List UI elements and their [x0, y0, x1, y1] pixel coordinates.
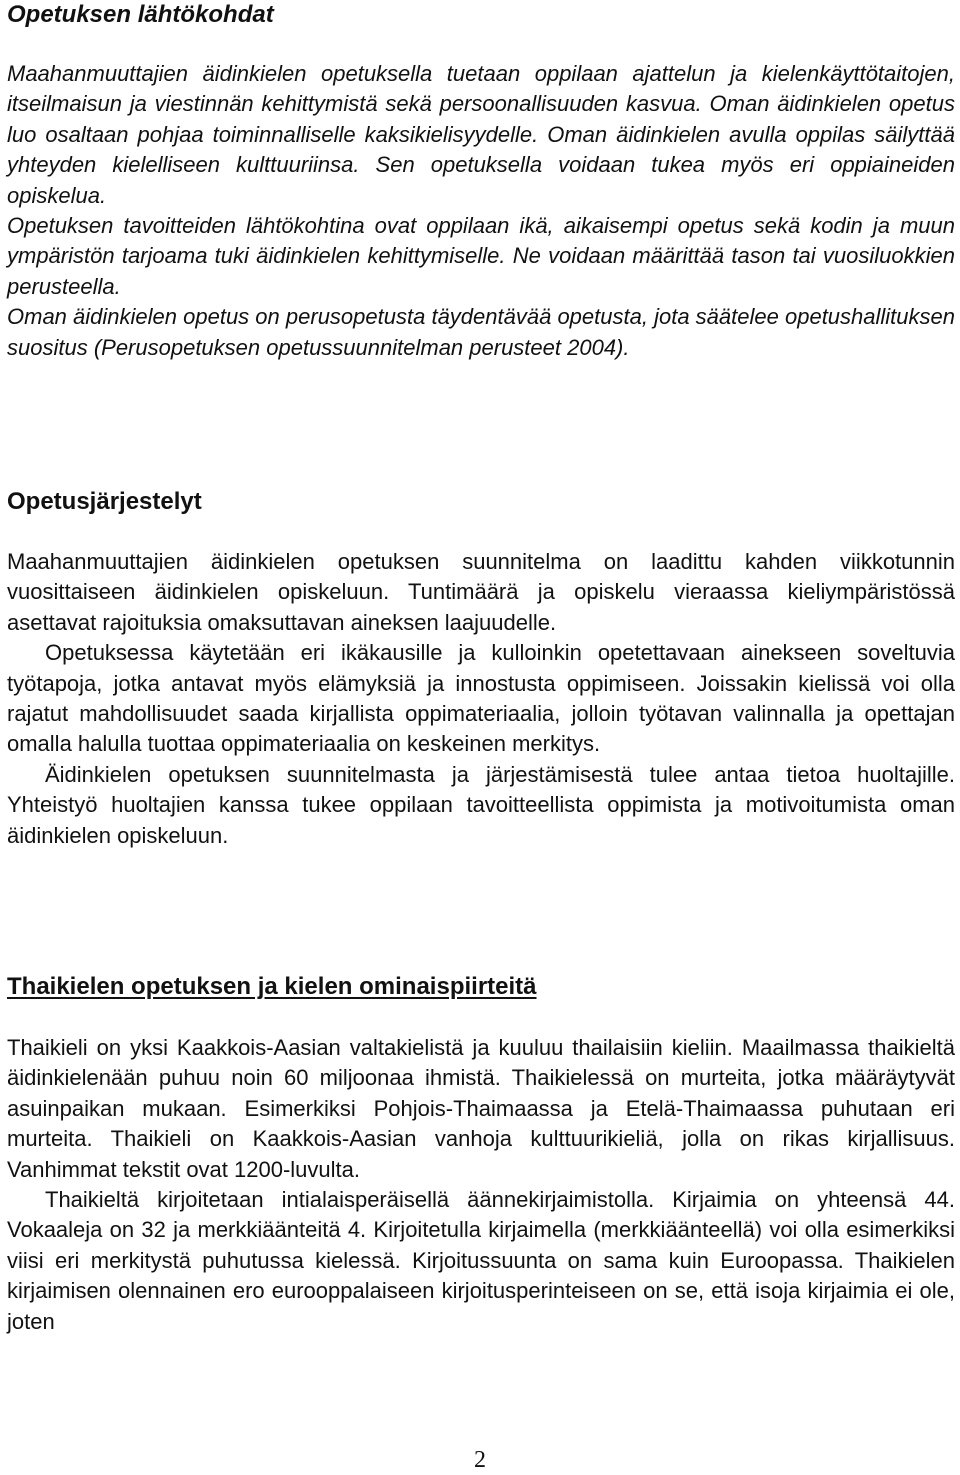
page-number: 2	[474, 1447, 486, 1473]
paragraph: Maahanmuuttajien äidinkielen opetuksen suunnitelma on laadittu kahden viikkotunnin vuosittaiseen äidinkielen opiskeluun. Tuntimäärä ja opiskelu vieraassa kieliympäristössä asettavat rajoituksia omaksuttavan aineksen laajuudelle.	[7, 549, 955, 635]
paragraph: Opetuksessa käytetään eri ikäkausille ja kulloinkin opetettavaan ainekseen soveltuvia työtapoja, jotka antavat myös elämyksiä ja innostusta oppimiseen. Joissakin kielissä voi olla rajatut mahdollisuudet saada kirjallista oppimateriaalia, jolloin työtavan valinnalla ja opettajan omalla halulla tuottaa oppimateriaalia on keskeinen merkitys.	[7, 640, 955, 757]
heading-opetuksen-lahtokohdat: Opetuksen lähtökohdat	[7, 1, 274, 28]
paragraph: Oman äidinkielen opetus on perusopetusta täydentävää opetusta, jota säätelee opetushallituksen suositus (Perusopetuksen opetussuunnitelman perusteet 2004).	[7, 304, 955, 360]
section-opetusjarjestelyt	[7, 547, 955, 851]
paragraph: Opetuksen tavoitteiden lähtökohtina ovat oppilaan ikä, aikaisempi opetus sekä kodin ja muun ympäristön tarjoama tuki äidinkielen kehittymiselle. Ne voidaan määrittää tason tai vuosiluokkien perusteella.	[7, 213, 955, 299]
heading-thaikielen-opetus: Thaikielen opetuksen ja kielen ominaispiirteitä	[7, 973, 537, 1000]
section-thaikielen-opetus	[7, 1033, 955, 1337]
paragraph: Thaikieltä kirjoitetaan intialaisperäisellä äännekirjaimistolla. Kirjaimia on yhteensä 44. Vokaaleja on 32 ja merkkiäänteitä 4. Kirjoitetulla kirjaimella (merkkiäänteellä) voi olla esimerkiksi viisi eri merkitystä puhutussa kielessä. Kirjoitussuunta on sama kuin Euroopassa. Thaikielen kirjaimisen olennainen ero eurooppalaiseen kirjoitusperinteiseen on se, että isoja kirjaimia ei ole, joten	[7, 1187, 955, 1334]
section-opetuksen-lahtokohdat	[7, 59, 955, 363]
heading-opetusjarjestelyt: Opetusjärjestelyt	[7, 488, 202, 515]
paragraph: Äidinkielen opetuksen suunnitelmasta ja järjestämisestä tulee antaa tietoa huoltajille. Yhteistyö huoltajien kanssa tukee oppilaan tavoitteellista oppimista ja motivoitumista oman äidinkielen opiskeluun.	[7, 761, 955, 848]
paragraph: Maahanmuuttajien äidinkielen opetuksella tuetaan oppilaan ajattelun ja kielenkäyttötaitojen, itseilmaisun ja viestinnän kehittymistä sekä persoonallisuuden kasvua. Oman äidinkielen opetus luo osaltaan pohjaa toiminnalliselle kaksikielisyydelle. Oman äidinkielen avulla oppilas säilyttää yhteyden kielelliseen kulttuuriinsa. Sen opetuksella voidaan tukea myös eri oppiaineiden opiskelua.	[7, 61, 955, 208]
paragraph: Thaikieli on yksi Kaakkois-Aasian valtakielistä ja kuuluu thailaisiin kieliin. Maailmassa thaikieltä äidinkielenään puhuu noin 60 miljoonaa ihmistä. Thaikielessä on murteita, jotka määräytyvät asuinpaikan mukaan. Esimerkiksi Pohjois-Thaimaassa ja Etelä-Thaimaassa puhutaan eri murteita. Thaikieli on Kaakkois-Aasian vanhoja kulttuurikieliä, jolla on rikas kirjallisuus. Vanhimmat tekstit ovat 1200-luvulta.	[7, 1035, 955, 1182]
